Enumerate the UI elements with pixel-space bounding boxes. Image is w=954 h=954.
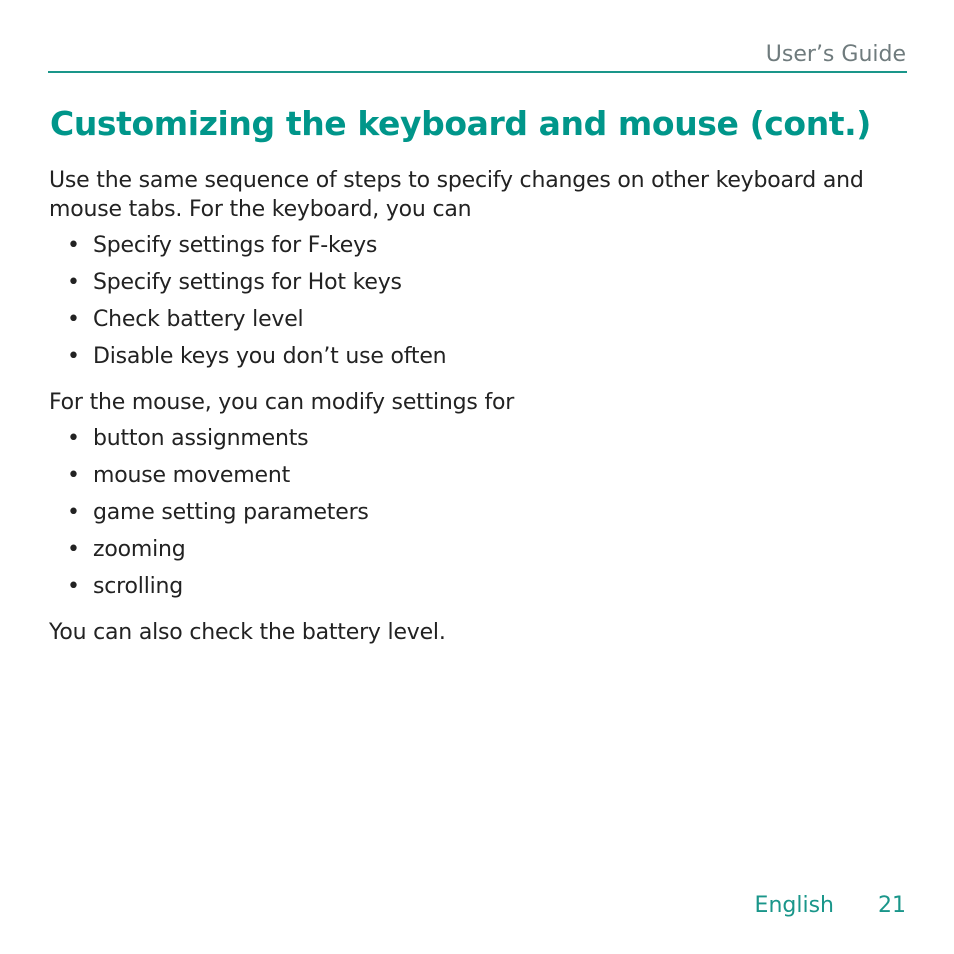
list-item (49, 461, 869, 490)
page-title: Customizing the keyboard and mouse (cont.) (50, 104, 871, 143)
footer-language: English (754, 893, 834, 918)
intro-line-2: mouse tabs. For the keyboard, you can (49, 197, 472, 222)
page-body (49, 166, 869, 647)
list-item-text: Check battery level (93, 307, 304, 332)
list-item (49, 424, 869, 453)
bullet-icon: • (67, 270, 80, 295)
closing-paragraph: You can also check the battery level. (49, 620, 446, 645)
list-item-text: game setting parameters (93, 500, 369, 525)
bullet-icon: • (67, 574, 80, 599)
list-item-text: Disable keys you don’t use often (93, 344, 447, 369)
list-item-text: Specify settings for F-keys (93, 233, 378, 258)
header-guide-label: User’s Guide (765, 42, 906, 67)
list-item (49, 268, 869, 297)
bullet-icon: • (67, 426, 80, 451)
spacer (49, 379, 869, 388)
list-item-text: scrolling (93, 574, 184, 599)
intro-line-1: Use the same sequence of steps to specify changes on other keyboard and (49, 168, 864, 193)
list-item (49, 535, 869, 564)
list-item (49, 342, 869, 371)
bullet-icon: • (67, 307, 80, 332)
spacer (49, 609, 869, 618)
list-item-text: zooming (93, 537, 186, 562)
page-footer (755, 893, 906, 918)
mouse-intro-paragraph: For the mouse, you can modify settings for (49, 390, 515, 415)
list-item (49, 572, 869, 601)
list-item (49, 498, 869, 527)
list-item-text: Specify settings for Hot keys (93, 270, 402, 295)
keyboard-options-list (49, 231, 869, 371)
bullet-icon: • (67, 500, 80, 525)
bullet-icon: • (67, 344, 80, 369)
mouse-options-list (49, 424, 869, 601)
page-number: 21 (878, 893, 906, 918)
list-item-text: mouse movement (93, 463, 291, 488)
intro-paragraph (49, 166, 869, 224)
bullet-icon: • (67, 233, 80, 258)
bullet-icon: • (67, 463, 80, 488)
list-item-text: button assignments (93, 426, 309, 451)
list-item (49, 231, 869, 260)
bullet-icon: • (67, 537, 80, 562)
header-divider (48, 71, 907, 73)
list-item (49, 305, 869, 334)
